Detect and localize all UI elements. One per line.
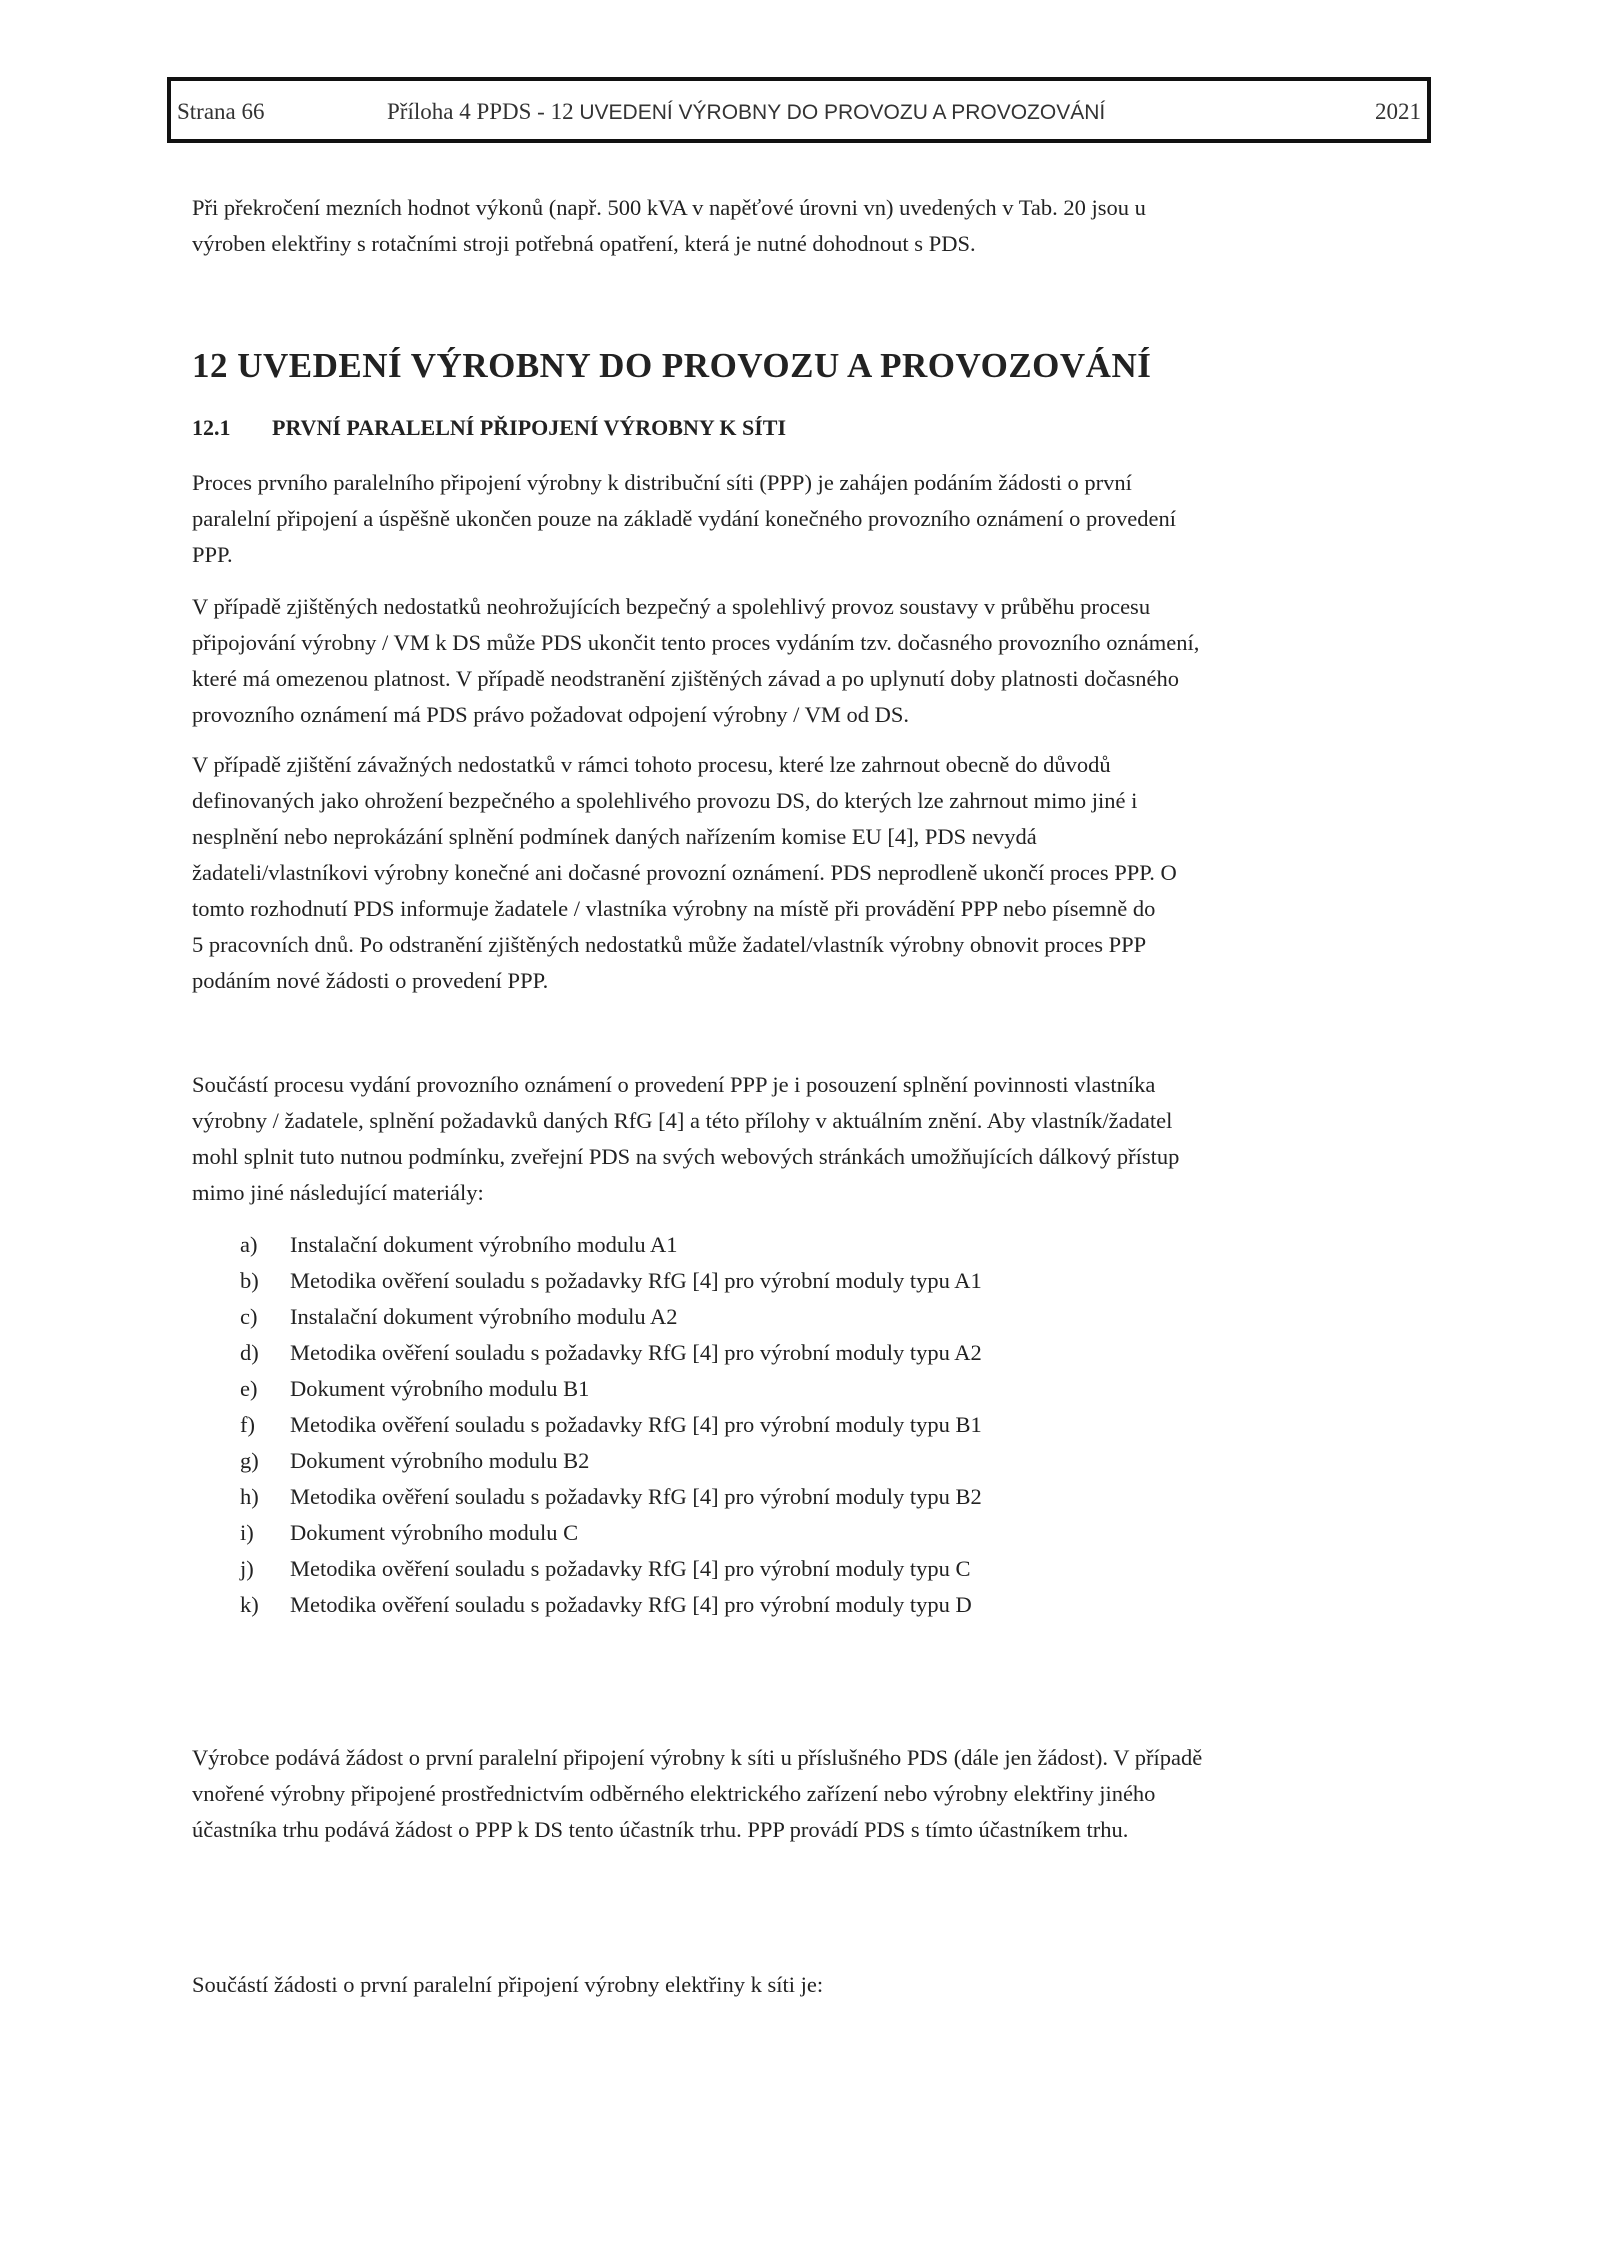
text-line: paralelní připojení a úspěšně ukončen pouze na základě vydání konečného provozního oznámení o provedení <box>192 506 1177 531</box>
header-title <box>387 99 1105 125</box>
list-item-text: Dokument výrobního modulu B1 <box>290 1376 590 1401</box>
list-item-text: Metodika ověření souladu s požadavky RfG [4] pro výrobní moduly typu C <box>290 1556 971 1581</box>
text-line: definovaných jako ohrožení bezpečného a spolehlivého provozu DS, do kterých lze zahrnout mimo jiné i <box>192 788 1138 813</box>
text-line: Součástí procesu vydání provozního oznámení o provedení PPP je i posouzení splnění povinnosti vlastníka <box>192 1072 1156 1097</box>
text-line: V případě zjištění závažných nedostatků v rámci tohoto procesu, které lze zahrnout obecně do důvodů <box>192 752 1111 777</box>
list-marker: f) <box>240 1412 255 1437</box>
subsection-heading <box>192 415 787 441</box>
list-item-text: Dokument výrobního modulu B2 <box>290 1448 590 1473</box>
paragraph-4 <box>192 1067 1179 1211</box>
list-marker: b) <box>240 1268 259 1293</box>
text-line: účastníka trhu podává žádost o PPP k DS tento účastník trhu. PPP provádí PDS s tímto účastníkem trhu. <box>192 1817 1129 1842</box>
list-marker: h) <box>240 1484 259 1509</box>
list-item-text: Instalační dokument výrobního modulu A2 <box>290 1304 678 1329</box>
list-item-text: Metodika ověření souladu s požadavky RfG [4] pro výrobní moduly typu A2 <box>290 1340 982 1365</box>
list-item-text: Metodika ověření souladu s požadavky RfG [4] pro výrobní moduly typu B2 <box>290 1484 982 1509</box>
text-line: výroben elektřiny s rotačními stroji potřebná opatření, která je nutné dohodnout s PDS. <box>192 231 976 256</box>
text-line: Při překročení mezních hodnot výkonů (např. 500 kVA v napěťové úrovni vn) uvedených v Tab. 20 jsou u <box>192 195 1146 220</box>
list-item-text: Instalační dokument výrobního modulu A1 <box>290 1232 678 1257</box>
section-heading: 12 UVEDENÍ VÝROBNY DO PROVOZU A PROVOZOVÁNÍ <box>192 346 1152 385</box>
text-line: 5 pracovních dnů. Po odstranění zjištěných nedostatků může žadatel/vlastník výrobny obnovit proces PPP <box>192 932 1147 957</box>
list-marker: a) <box>240 1232 258 1257</box>
subsection-title: PRVNÍ PARALELNÍ PŘIPOJENÍ VÝROBNY K SÍTI <box>272 415 787 440</box>
list-marker: g) <box>240 1448 259 1473</box>
paragraph-3 <box>192 747 1177 999</box>
paragraph-1 <box>192 465 1176 573</box>
text-line: Proces prvního paralelního připojení výrobny k distribuční síti (PPP) je zahájen podáním žádosti o první <box>192 470 1132 495</box>
text-line: V případě zjištěných nedostatků neohrožujících bezpečný a spolehlivý provoz soustavy v průběhu procesu <box>192 594 1151 619</box>
text-line: vnořené výrobny připojené prostřednictvím odběrného elektrického zařízení nebo výrobny elektřiny jiného <box>192 1781 1156 1806</box>
list-marker: d) <box>240 1340 259 1365</box>
text-line: mohl splnit tuto nutnou podmínku, zveřejní PDS na svých webových stránkách umožňujících dálkový přístup <box>192 1144 1180 1169</box>
paragraph-2 <box>192 589 1199 733</box>
text-line: provozního oznámení má PDS právo požadovat odpojení výrobny / VM od DS. <box>192 702 909 727</box>
page-number: Strana 66 <box>177 99 265 124</box>
list-item-text: Metodika ověření souladu s požadavky RfG [4] pro výrobní moduly typu D <box>290 1592 972 1617</box>
text-line: PPP. <box>192 542 233 567</box>
text-line: mimo jiné následující materiály: <box>192 1180 484 1205</box>
list-marker: k) <box>240 1592 259 1617</box>
text-line: žadateli/vlastníkovi výrobny konečné ani dočasné provozní oznámení. PDS neprodleně ukončí proces PPP. O <box>192 860 1177 885</box>
text-line: které má omezenou platnost. V případě neodstranění zjištěných závad a po uplynutí doby platnosti dočasného <box>192 666 1180 691</box>
intro-paragraph <box>192 190 1146 262</box>
text-line: výrobny / žadatele, splnění požadavků daných RfG [4] a této přílohy v aktuálním znění. Aby vlastník/žadatel <box>192 1108 1173 1133</box>
text-line: podáním nové žádosti o provedení PPP. <box>192 968 549 993</box>
paragraph-6 <box>192 1967 823 2003</box>
text-line: připojování výrobny / VM k DS může PDS ukončit tento proces vydáním tzv. dočasného provozního oznámení, <box>192 630 1200 655</box>
text-line: nesplnění nebo neprokázání splnění podmínek daných nařízením komise EU [4], PDS nevydá <box>192 824 1037 849</box>
header-title-rest: UVEDENÍ VÝROBNY DO PROVOZU A PROVOZOVÁNÍ <box>579 101 1106 124</box>
page-header <box>167 77 1431 143</box>
text-line: tomto rozhodnutí PDS informuje žadatele / vlastníka výrobny na místě při provádění PPP nebo písemně do <box>192 896 1156 921</box>
list-item-text: Metodika ověření souladu s požadavky RfG [4] pro výrobní moduly typu A1 <box>290 1268 982 1293</box>
list-marker: c) <box>240 1304 258 1329</box>
list-marker: j) <box>240 1556 254 1581</box>
list-marker: i) <box>240 1520 254 1545</box>
list-item-text: Metodika ověření souladu s požadavky RfG [4] pro výrobní moduly typu B1 <box>290 1412 982 1437</box>
list-marker: e) <box>240 1376 258 1401</box>
text-line: Výrobce podává žádost o první paralelní připojení výrobny k síti u příslušného PDS (dále jen žádost). V případě <box>192 1745 1203 1770</box>
header-year: 2021 <box>1375 99 1421 124</box>
header-title-prefix: Příloha 4 PPDS - 12 <box>387 99 580 124</box>
paragraph-5 <box>192 1740 1202 1848</box>
list-item-text: Dokument výrobního modulu C <box>290 1520 579 1545</box>
text-line: Součástí žádosti o první paralelní připojení výrobny elektřiny k síti je: <box>192 1972 824 1997</box>
subsection-number: 12.1 <box>192 415 231 440</box>
